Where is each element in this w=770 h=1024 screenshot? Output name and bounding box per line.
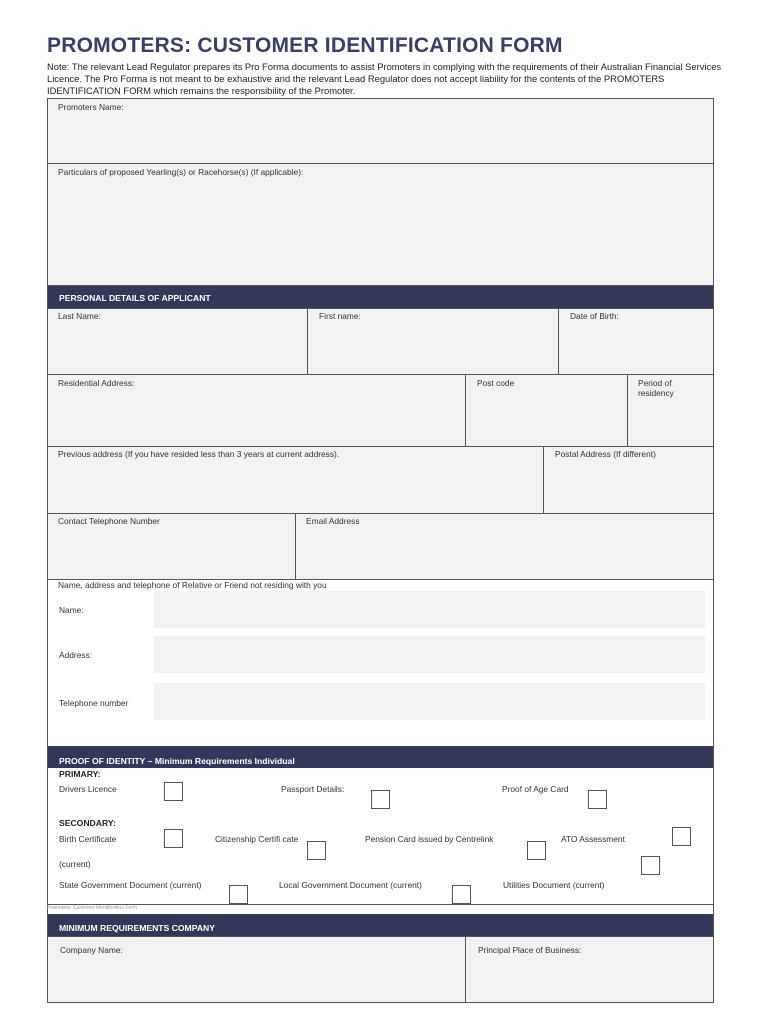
promoters-name-label: Promoters Name: — [58, 102, 124, 112]
post-code-label: Post code — [477, 378, 515, 388]
drivers-licence-checkbox[interactable] — [164, 782, 183, 801]
page-title: PROMOTERS: CUSTOMER IDENTIFICATION FORM — [47, 34, 563, 57]
state-gov-checkbox[interactable] — [229, 885, 248, 904]
company-name-field[interactable] — [47, 936, 466, 1003]
last-name-label: Last Name: — [58, 311, 101, 321]
contact-telephone-label: Contact Telephone Number — [58, 516, 160, 526]
proof-of-age-checkbox[interactable] — [588, 790, 607, 809]
last-name-field[interactable] — [47, 308, 308, 375]
first-name-field[interactable] — [307, 308, 559, 375]
passport-checkbox[interactable] — [371, 790, 390, 809]
personal-details-header: PERSONAL DETAILS OF APPLICANT — [48, 286, 713, 308]
relative-address-input[interactable] — [154, 636, 705, 673]
local-gov-label: Local Government Document (current) — [279, 880, 422, 890]
date-of-birth-label: Date of Birth: — [570, 311, 619, 321]
relative-label: Name, address and telephone of Relative or Friend not residing with you — [58, 580, 327, 590]
email-address-field[interactable] — [295, 513, 714, 580]
first-name-label: First name: — [319, 311, 361, 321]
relative-section — [48, 580, 713, 746]
birth-certificate-label: Birth Certificate — [59, 834, 117, 844]
relative-name-label: Name: — [59, 605, 84, 615]
local-gov-checkbox[interactable] — [452, 885, 471, 904]
pension-card-label: Pension Card issued by Centrelink — [365, 834, 494, 844]
citizenship-label: Citizenship Certifi cate — [215, 834, 299, 844]
company-name-label: Company Name: — [60, 945, 123, 955]
secondary-label: SECONDARY: — [59, 818, 116, 828]
footer-small-text: Promoters: Customer Identification Form — [47, 905, 138, 911]
proof-of-age-label: Proof of Age Card — [502, 784, 569, 794]
birth-certificate-checkbox[interactable] — [164, 829, 183, 848]
principal-place-label: Principal Place of Business: — [478, 945, 582, 955]
proof-of-identity-section — [48, 768, 713, 905]
post-code-field[interactable] — [465, 374, 628, 447]
period-of-residency-label: Period of residency — [638, 378, 674, 398]
relative-telephone-input[interactable] — [154, 683, 705, 720]
pension-card-checkbox[interactable] — [527, 841, 546, 860]
residential-address-field[interactable] — [47, 374, 466, 447]
previous-address-label: Previous address (If you have resided less than 3 years at current address). — [58, 449, 340, 459]
utilities-label: Utilities Document (current) — [503, 880, 605, 890]
current-label: (current) — [59, 859, 91, 869]
extra-checkbox[interactable] — [641, 856, 660, 875]
relative-telephone-label: Telephone number — [59, 698, 129, 708]
passport-label: Passport Details: — [281, 784, 345, 794]
date-of-birth-field[interactable] — [558, 308, 714, 375]
relative-name-input[interactable] — [154, 591, 705, 628]
drivers-licence-label: Drivers Licence — [59, 784, 117, 794]
contact-telephone-field[interactable] — [47, 513, 296, 580]
state-gov-label: State Government Document (current) — [59, 880, 202, 890]
form-note: Note: The relevant Lead Regulator prepares its Pro Forma documents to assist Promoters in complying with the requirements of their Australian Financial Services Licence. The Pro Forma is not meant to be exhaustive and the relevant Lead Regulator does not accept liability for the contents of the PROMOTERS IDENTIFICATION FORM which remains the responsibility of the Promoter. — [47, 61, 722, 96]
relative-address-label: Address: — [59, 650, 93, 660]
particulars-label: Particulars of proposed Yearling(s) or Racehorse(s) (If applicable): — [58, 167, 304, 177]
company-header: MINIMUM REQUIREMENTS COMPANY — [48, 914, 713, 936]
promoters-name-field[interactable] — [47, 98, 714, 164]
identification-form — [47, 98, 714, 1003]
ato-assessment-label: ATO Assessment — [561, 834, 625, 844]
principal-place-field[interactable] — [465, 936, 714, 1003]
ato-assessment-checkbox[interactable] — [672, 827, 691, 846]
proof-of-identity-header: PROOF OF IDENTITY – Minimum Requirements Individual — [48, 746, 713, 768]
particulars-field[interactable] — [47, 163, 714, 286]
email-address-label: Email Address — [306, 516, 360, 526]
postal-address-field[interactable] — [543, 446, 714, 514]
residential-address-label: Residential Address: — [58, 378, 135, 388]
primary-label: PRIMARY: — [59, 769, 101, 779]
previous-address-field[interactable] — [47, 446, 544, 514]
period-of-residency-field[interactable] — [627, 374, 714, 447]
postal-address-label: Postal Address (If different) — [555, 449, 656, 459]
citizenship-checkbox[interactable] — [307, 841, 326, 860]
